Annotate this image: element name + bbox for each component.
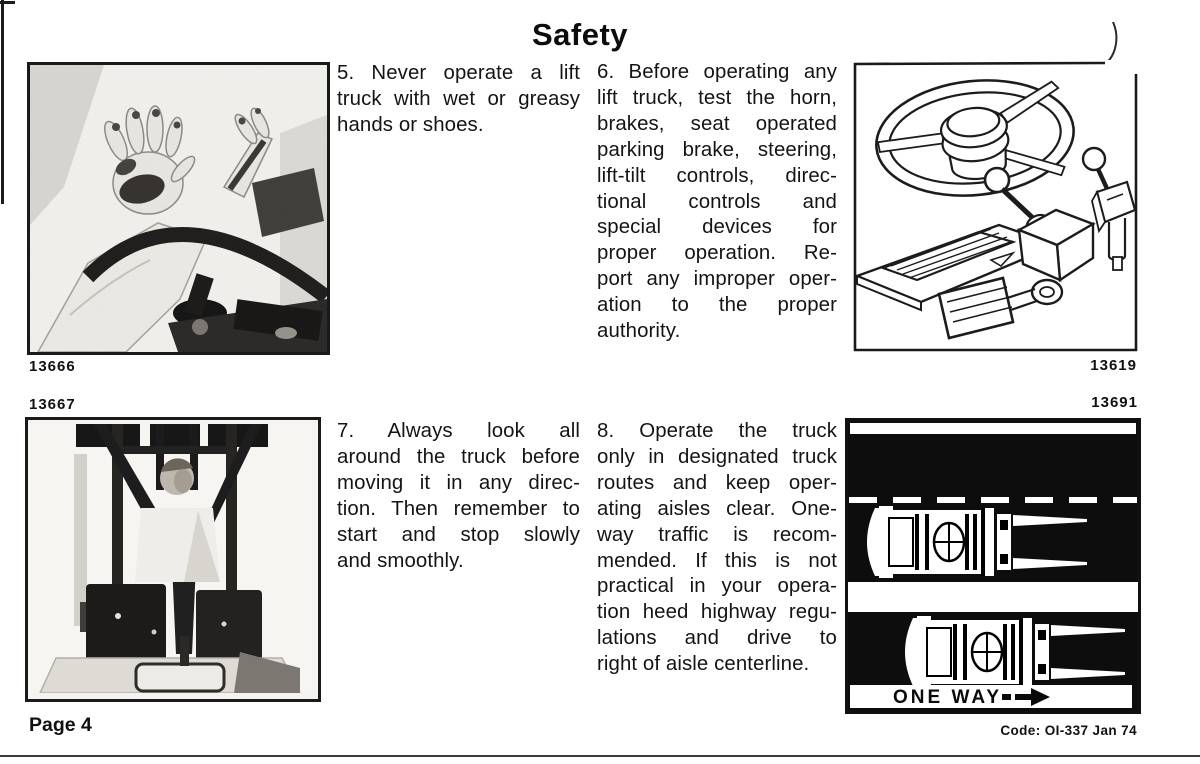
safety-item-8 — [597, 419, 837, 678]
one-way-diagram — [845, 418, 1141, 714]
text-line: 7. Always look all — [337, 420, 580, 442]
text-line: 5. Never operate a lift — [337, 62, 580, 84]
safety-item-5 — [337, 61, 580, 139]
page-title: Safety — [531, 17, 629, 52]
safety-item-7 — [337, 419, 580, 574]
text-line: start and stop slowly — [337, 523, 580, 546]
text-line: way traffic is recom- — [597, 523, 837, 546]
page-bottom-rule — [0, 755, 1200, 757]
text-line: special devices for — [597, 216, 837, 239]
text-line: moving it in any direc- — [337, 471, 580, 494]
text-line: ating aisles clear. One- — [597, 497, 837, 520]
text-line: proper operation. Re- — [597, 242, 837, 265]
figure-number-13666: 13666 — [29, 358, 76, 375]
text-line: port any improper oper- — [597, 268, 837, 291]
figure-number-13619: 13619 — [1090, 357, 1137, 374]
one-way-diagram-art — [845, 418, 1141, 714]
text-line: only in designated truck — [597, 445, 837, 468]
figure-number-13667: 13667 — [29, 396, 76, 413]
text-line: hands or shoes. — [337, 113, 484, 136]
text-line: lations and drive to — [597, 627, 837, 650]
text-line: tional controls and — [597, 190, 837, 213]
text-line: routes and keep oper- — [597, 471, 837, 494]
text-line: ation to the proper — [597, 294, 837, 317]
text-line: 8. Operate the truck — [597, 420, 837, 442]
operator-photo — [25, 417, 321, 702]
page-number: Page 4 — [29, 714, 92, 736]
text-line: tion heed highway regu- — [597, 601, 837, 624]
text-line: brakes, seat operated — [597, 112, 837, 135]
text-line: parking brake, steering, — [597, 138, 837, 161]
greasy-hands-photo-art — [30, 65, 327, 352]
text-line: truck with wet or greasy — [337, 87, 580, 110]
text-line: authority. — [597, 320, 681, 343]
text-line: and smoothly. — [337, 549, 464, 572]
text-line: right of aisle centerline. — [597, 653, 810, 676]
scan-edge-tick — [0, 1, 15, 4]
text-line: lift truck, test the horn, — [597, 86, 837, 109]
text-line: tion. Then remember to — [337, 497, 580, 520]
safety-item-6 — [597, 60, 837, 345]
figure-number-13691: 13691 — [1091, 394, 1138, 411]
greasy-hands-photo — [27, 62, 330, 355]
text-line: lift-tilt controls, direc- — [597, 164, 837, 187]
scan-edge-line — [1, 0, 4, 204]
text-line: practical in your opera- — [597, 575, 837, 598]
text-line: 6. Before operating any — [597, 61, 837, 83]
document-code: Code: OI-337 Jan 74 — [1000, 723, 1137, 738]
text-line: mended. If this is not — [597, 549, 837, 572]
operator-photo-art — [28, 420, 312, 693]
text-line: around the truck before — [337, 445, 580, 468]
controls-illustration-art — [851, 60, 1139, 353]
controls-illustration — [851, 60, 1139, 353]
one-way-label: ONE WAY — [893, 687, 1002, 708]
